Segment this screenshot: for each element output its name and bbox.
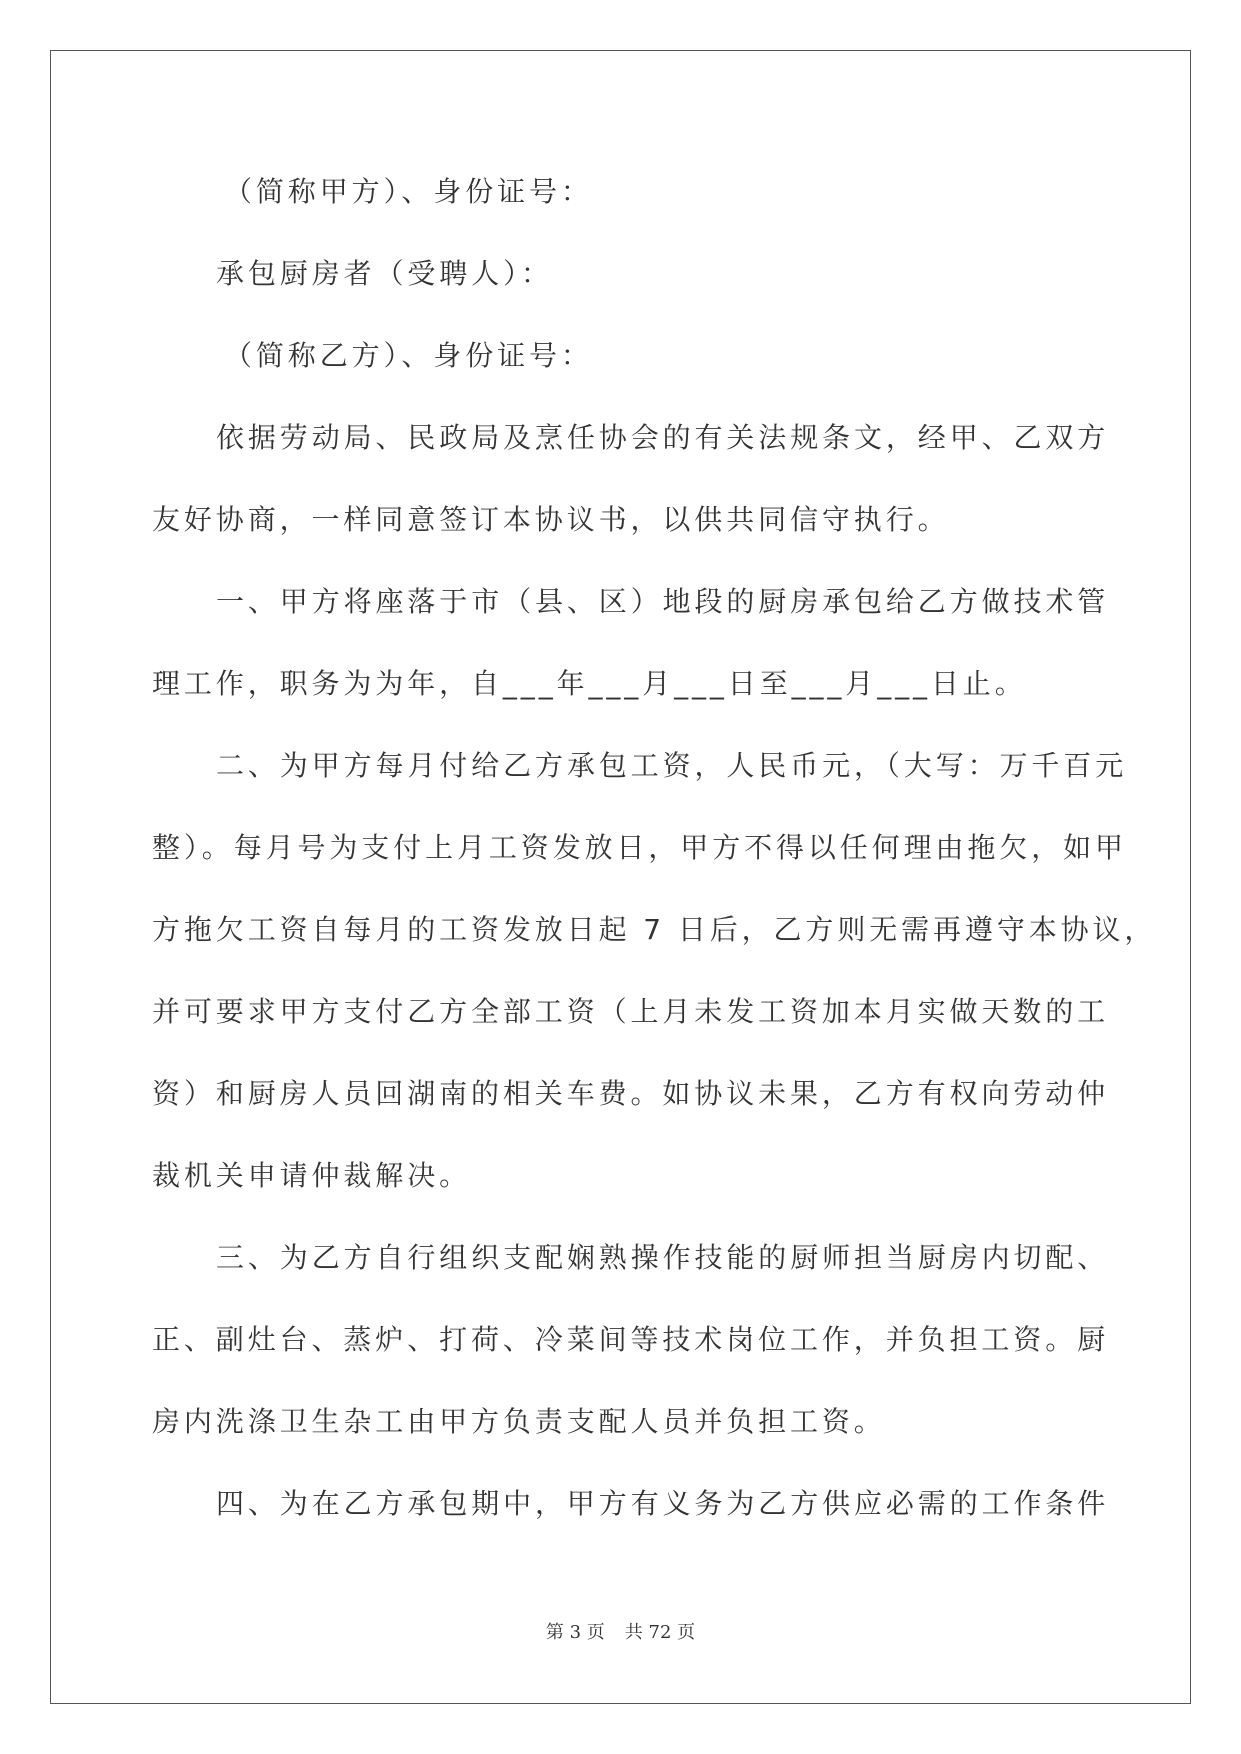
text-line: 并可要求甲方支付乙方全部工资（上月未发工资加本月实做天数的工 xyxy=(152,995,1110,1028)
text-line: 方拖欠工资自每月的工资发放日起 7 日后，乙方则无需再遵守本协议， xyxy=(152,913,1157,946)
text-line: 资）和厨房人员回湖南的相关车费。如协议未果，乙方有权向劳动仲 xyxy=(152,1077,1110,1110)
text-line: 依据劳动局、民政局及烹任协会的有关法规条文，经甲、乙双方 xyxy=(216,421,1110,454)
text-line: 四、为在乙方承包期中，甲方有义务为乙方供应必需的工作条件 xyxy=(216,1487,1110,1520)
text-line: 三、为乙方自行组织支配娴熟操作技能的厨师担当厨房内切配、 xyxy=(216,1241,1110,1274)
page-number-current: 第 3 页 xyxy=(545,1622,605,1643)
text-line: 理工作，职务为为年，自___年___月___日至___月___日止。 xyxy=(152,667,1027,700)
text-line: 房内洗涤卫生杂工由甲方负责支配人员并负担工资。 xyxy=(152,1405,886,1438)
text-line: 二、为甲方每月付给乙方承包工资，人民币元，（大写：万千百元 xyxy=(216,749,1128,782)
text-line: （简称甲方）、身份证号： xyxy=(224,175,593,208)
text-line: （简称乙方）、身份证号： xyxy=(224,339,593,372)
text-line: 裁机关申请仲裁解决。 xyxy=(152,1159,472,1192)
text-line: 整）。每月号为支付上月工资发放日，甲方不得以任何理由拖欠，如甲 xyxy=(152,831,1127,864)
page-frame xyxy=(50,50,1191,1704)
text-line: 承包厨房者（受聘人）： xyxy=(216,257,553,290)
page-footer xyxy=(0,1618,1241,1644)
text-line: 正、副灶台、蒸炉、打荷、冷菜间等技术岗位工作，并负担工资。厨 xyxy=(152,1323,1110,1356)
page-number-total: 共 72 页 xyxy=(624,1622,696,1643)
text-line: 一、甲方将座落于市（县、区）地段的厨房承包给乙方做技术管 xyxy=(216,585,1110,618)
text-line: 友好协商，一样同意签订本协议书，以供共同信守执行。 xyxy=(152,503,950,536)
